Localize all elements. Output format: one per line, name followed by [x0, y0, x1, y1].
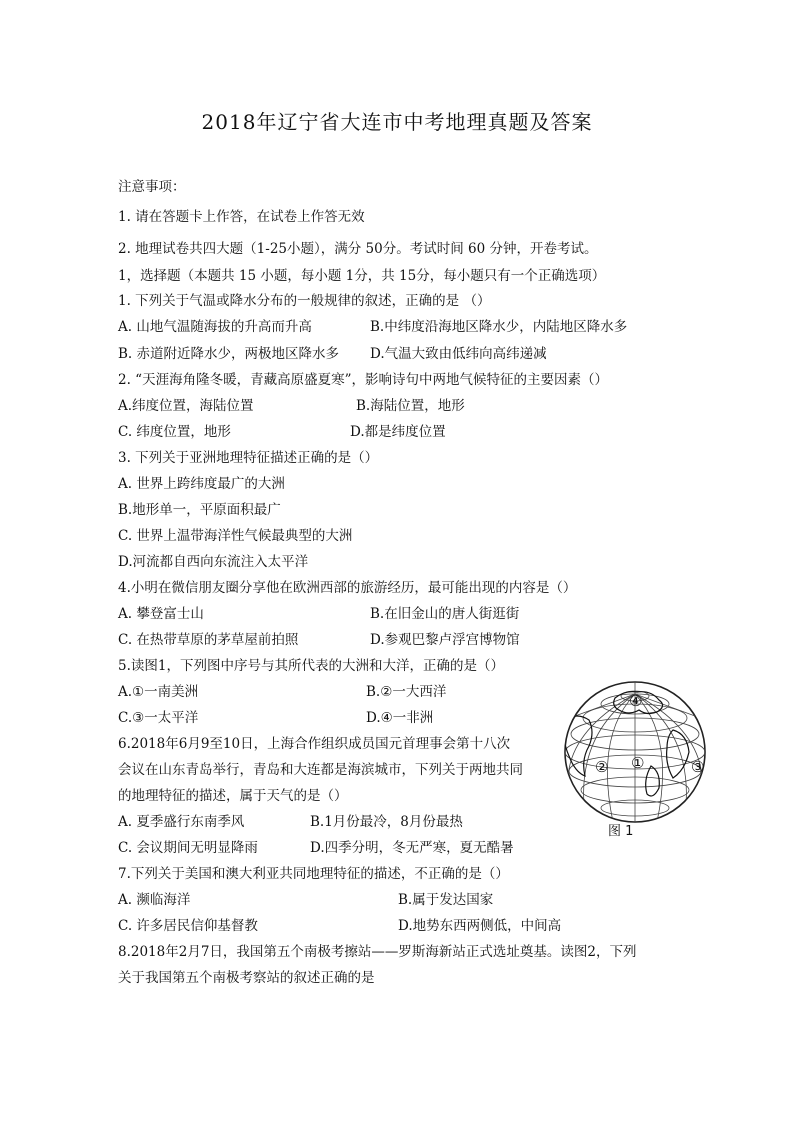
q6-option-b: B.1月份最冷，8月份最热 [310, 814, 463, 830]
section-heading: 1，选择题（本题共 15 小题，每小题 1分，共 15分，每小题只有一个正确选项） [118, 268, 606, 284]
q5-option-b: B.②一大西洋 [366, 684, 447, 700]
notes-heading: 注意事项： [118, 179, 186, 195]
q4-option-c: C. 在热带草原的茅草屋前拍照 [118, 632, 299, 648]
q4-option-d: D.参观巴黎卢浮宫博物馆 [370, 632, 520, 648]
q6-stem-line3: 的地理特征的描述，属于天气的是（） [118, 788, 348, 804]
q5-option-a: A.①一南美洲 [118, 684, 199, 700]
label-2: ② [595, 758, 609, 776]
q6-option-a: A. 夏季盛行东南季风 [118, 814, 245, 830]
q1-option-b: B.中纬度沿海地区降水少，内陆地区降水多 [370, 319, 628, 335]
q7-option-c: C. 许多居民信仰基督教 [118, 918, 258, 934]
q5-option-d: D.④一非洲 [366, 710, 434, 726]
q8-stem-line2: 关于我国第五个南极考察站的叙述正确的是 [118, 970, 375, 986]
q3-option-a: A. 世界上跨纬度最广的大洲 [118, 476, 285, 492]
q7-option-b: B.属于发达国家 [398, 892, 494, 908]
q3-stem: 3. 下列关于亚洲地理特征描述正确的是（） [118, 450, 379, 466]
note-1: 1. 请在答题卡上作答，在试卷上作答无效 [118, 209, 365, 225]
q6-stem-line1: 6.2018年6月9至10日，上海合作组织成员国元首理事会第十八次 [118, 736, 511, 752]
page-title: 2018年辽宁省大连市中考地理真题及答案 [201, 110, 593, 134]
q6-option-d: D.四季分明，冬无严寒，夏无酷暑 [310, 840, 514, 856]
q7-stem: 7.下列关于美国和澳大利亚共同地理特征的描述，不正确的是（） [118, 866, 509, 882]
label-4: ④ [629, 692, 643, 710]
q1-option-a: A. 山地气温随海拔的升高而升高 [118, 319, 312, 335]
note-2: 2. 地理试卷共四大题（1-25小题），满分 50分。考试时间 60 分钟，开卷考试。 [118, 241, 598, 257]
q4-option-b: B.在旧金山的唐人街逛街 [370, 606, 520, 622]
q4-option-a: A. 攀登富士山 [118, 606, 204, 622]
q4-stem: 4.小明在微信朋友圈分享他在欧洲西部的旅游经历，最可能出现的内容是（） [118, 580, 577, 596]
q7-option-d: D.地势东西两侧低，中间高 [398, 918, 562, 934]
q2-option-d: D.都是纬度位置 [350, 424, 446, 440]
q2-option-b: B.海陆位置，地形 [356, 398, 465, 414]
q3-option-c: C. 世界上温带海洋性气候最典型的大洲 [118, 528, 353, 544]
globe-figure [555, 676, 715, 826]
q2-option-a: A.纬度位置，海陆位置 [118, 398, 254, 414]
q3-option-d: D.河流都自西向东流注入太平洋 [118, 554, 309, 570]
q2-option-c: C. 纬度位置，地形 [118, 424, 231, 440]
q1-stem: 1. 下列关于气温或降水分布的一般规律的叙述，正确的是 （） [118, 293, 491, 309]
figure-caption: 图 1 [608, 824, 634, 839]
q1-option-d: D.气温大致由低纬向高纬递减 [370, 346, 547, 362]
q3-option-b: B.地形单一，平原面积最广 [118, 502, 281, 518]
label-1: ① [631, 754, 645, 772]
q5-option-c: C.③一太平洋 [118, 710, 199, 726]
q5-stem: 5.读图1，下列图中序号与其所代表的大洲和大洋，正确的是（） [118, 658, 504, 674]
q2-stem: 2. “天涯海角隆冬暖，青藏高原盛夏寒”，影响诗句中两地气候特征的主要因素（） [118, 372, 608, 388]
label-3: ③ [691, 758, 705, 776]
q1-option-c: B. 赤道附近降水少，两极地区降水多 [118, 346, 340, 362]
q6-option-c: C. 会议期间无明显降雨 [118, 840, 258, 856]
q8-stem-line1: 8.2018年2月7日，我国第五个南极考擦站——罗斯海新站正式选址奠基。读图2，下列 [118, 944, 637, 960]
q7-option-a: A. 濒临海洋 [118, 892, 191, 908]
q6-stem-line2: 会议在山东青岛举行，青岛和大连都是海滨城市，下列关于两地共同 [118, 762, 523, 778]
